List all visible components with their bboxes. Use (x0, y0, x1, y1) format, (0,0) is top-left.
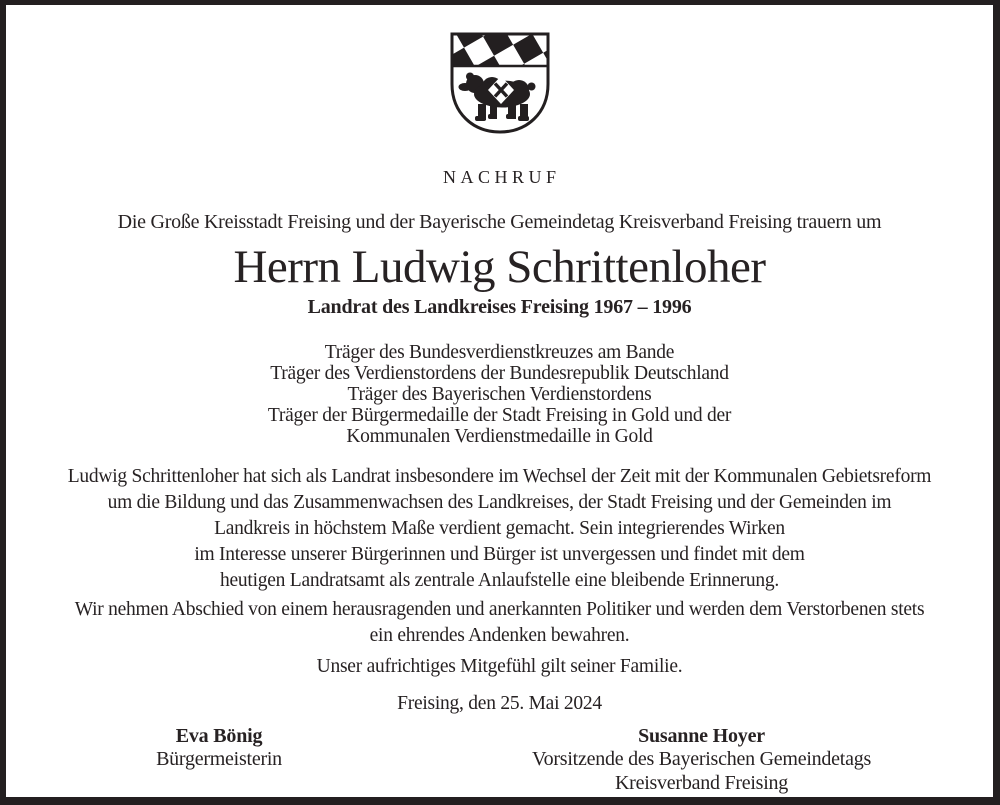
signatory-role: Bürgermeisterin (156, 748, 282, 770)
deceased-name: Herrn Ludwig Schrittenloher (233, 241, 766, 293)
farewell-paragraph (6, 597, 993, 649)
tribute-line: Landkreis in höchstem Maße verdient gemacht. Sein integrierendes Wirken (214, 518, 785, 539)
honor-line: Träger des Bayerischen Verdienstordens (347, 384, 652, 405)
tribute-line: im Interesse unserer Bürgerinnen und Bürger ist unvergessen und findet mit dem (194, 544, 805, 565)
signature-susanne-hoyer (504, 725, 899, 795)
signature-block (6, 725, 993, 805)
deceased-title: Landrat des Landkreises Freising 1967 – 1996 (307, 296, 692, 318)
honor-line: Träger des Bundesverdienstkreuzes am Bande (324, 342, 675, 363)
obituary-content (6, 30, 993, 805)
honors-list (6, 342, 993, 447)
dateline: Freising, den 25. Mai 2024 (397, 693, 602, 714)
honor-line: Träger des Verdienstordens der Bundesrepublik Deutschland (270, 363, 729, 384)
condolence-line: Unser aufrichtiges Mitgefühl gilt seiner Familie. (316, 656, 683, 677)
signatory-name: Susanne Hoyer (638, 725, 765, 747)
kicker-nachruf: NACHRUF (442, 167, 561, 187)
signatory-role: Vorsitzende des Bayerischen Gemeindetags (532, 748, 871, 770)
farewell-line: ein ehrendes Andenken bewahren. (369, 625, 630, 646)
freising-coat-of-arms-icon (6, 30, 993, 136)
tribute-line: Ludwig Schrittenloher hat sich als Landrat insbesondere im Wechsel der Zeit mit der Kommunalen Gebietsreform (67, 466, 932, 487)
honor-line: Kommunalen Verdienstmedaille in Gold (346, 426, 653, 447)
tribute-line: heutigen Landratsamt als zentrale Anlaufstelle eine bleibende Erinnerung. (220, 570, 779, 591)
farewell-line: Wir nehmen Abschied von einem herausragenden und anerkannten Politiker und werden dem Verstorbenen stets (74, 599, 925, 620)
signature-eva-boenig (69, 725, 369, 772)
tribute-paragraph (6, 464, 993, 594)
tribute-line: um die Bildung und das Zusammenwachsen des Landkreises, der Stadt Freising und der Gemeinden im (107, 492, 892, 513)
signatory-role: Kreisverband Freising (614, 771, 789, 794)
signatory-name: Eva Bönig (175, 725, 263, 747)
intro-line: Die Große Kreisstadt Freising und der Bayerische Gemeindetag Kreisverband Freising trauern um (117, 211, 882, 233)
honor-line: Träger der Bürgermedaille der Stadt Freising in Gold und der (267, 405, 732, 426)
